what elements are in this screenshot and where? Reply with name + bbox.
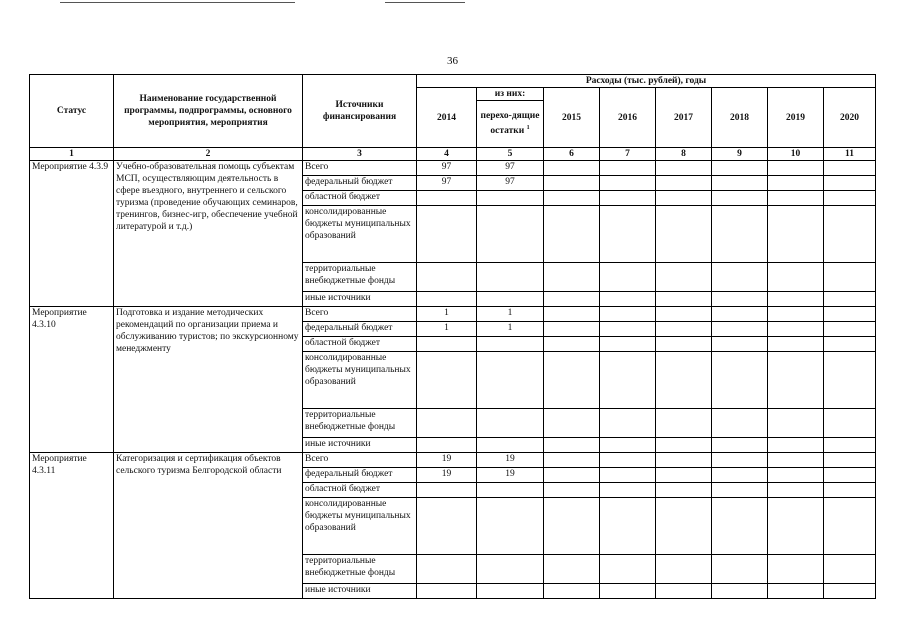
funding-source-label: консолидированные бюджеты муниципальных образований [303, 206, 417, 263]
value-cell [600, 498, 656, 555]
funding-source-label: иные источники [303, 584, 417, 599]
column-number-1: 1 [30, 148, 114, 161]
header-of-them: из них: [477, 88, 544, 101]
header-name: Наименование государственной программы, подпрограммы, основного мероприятия, мероприятия [114, 75, 303, 148]
value-cell [768, 555, 824, 584]
value-cell [768, 263, 824, 292]
value-cell [712, 307, 768, 322]
value-cell [712, 409, 768, 438]
value-cell [656, 453, 712, 468]
funding-source-label: территориальные внебюджетные фонды [303, 555, 417, 584]
funding-source-label: областной бюджет [303, 483, 417, 498]
value-cell [544, 176, 600, 191]
value-cell [600, 206, 656, 263]
value-cell [824, 292, 876, 307]
funding-source-label: федеральный бюджет [303, 322, 417, 337]
value-cell [768, 409, 824, 438]
value-cell: 97 [477, 161, 544, 176]
value-cell [600, 352, 656, 409]
value-cell [768, 191, 824, 206]
value-cell [544, 191, 600, 206]
value-cell [768, 176, 824, 191]
measures-body [30, 161, 876, 599]
value-cell [477, 409, 544, 438]
value-cell: 19 [417, 468, 477, 483]
value-cell [824, 453, 876, 468]
value-cell [656, 337, 712, 352]
value-cell [768, 292, 824, 307]
value-cell [712, 176, 768, 191]
measure-status: Мероприятие 4.3.10 [30, 307, 114, 453]
value-cell: 97 [417, 161, 477, 176]
value-cell [600, 161, 656, 176]
value-cell [712, 498, 768, 555]
value-cell [656, 555, 712, 584]
value-cell [544, 352, 600, 409]
value-cell [824, 409, 876, 438]
value-cell [417, 584, 477, 599]
value-cell: 97 [417, 176, 477, 191]
header-status: Статус [30, 75, 114, 148]
value-cell [417, 191, 477, 206]
measure-status: Мероприятие 4.3.9 [30, 161, 114, 307]
scan-edge-line-left [60, 2, 295, 3]
value-cell [768, 307, 824, 322]
column-number-9: 9 [712, 148, 768, 161]
value-cell [477, 337, 544, 352]
value-cell [824, 263, 876, 292]
value-cell [656, 307, 712, 322]
column-number-2: 2 [114, 148, 303, 161]
value-cell [477, 555, 544, 584]
value-cell [600, 292, 656, 307]
footnote-marker: 1 [526, 125, 530, 132]
value-cell [477, 263, 544, 292]
value-cell [824, 438, 876, 453]
value-cell [656, 352, 712, 409]
value-cell [417, 438, 477, 453]
value-cell [600, 176, 656, 191]
header-year-2020: 2020 [824, 88, 876, 148]
value-cell [824, 322, 876, 337]
funding-source-label: Всего [303, 307, 417, 322]
value-cell [544, 206, 600, 263]
value-cell [417, 498, 477, 555]
header-sources: Источники финансирования [303, 75, 417, 148]
value-cell [656, 161, 712, 176]
value-cell [768, 584, 824, 599]
value-cell [656, 322, 712, 337]
value-cell [417, 352, 477, 409]
value-cell [417, 292, 477, 307]
value-cell [824, 191, 876, 206]
value-cell [656, 191, 712, 206]
value-cell [544, 322, 600, 337]
column-number-7: 7 [600, 148, 656, 161]
value-cell [768, 206, 824, 263]
value-cell [600, 483, 656, 498]
value-cell [600, 409, 656, 438]
funding-source-label: консолидированные бюджеты муниципальных образований [303, 352, 417, 409]
value-cell [656, 468, 712, 483]
value-cell [824, 468, 876, 483]
column-number-row [30, 148, 876, 161]
table-row [30, 453, 876, 468]
funding-source-label: территориальные внебюджетные фонды [303, 409, 417, 438]
header-carryover: перехо-дящие остатки $^1$ [477, 101, 544, 148]
value-cell [824, 555, 876, 584]
value-cell [824, 307, 876, 322]
scan-edge-line-middle [385, 2, 465, 3]
header-expenses: Расходы (тыс. рублей), годы [417, 75, 876, 88]
value-cell: 1 [417, 307, 477, 322]
value-cell: 1 [417, 322, 477, 337]
value-cell [656, 438, 712, 453]
value-cell [824, 337, 876, 352]
value-cell [824, 206, 876, 263]
value-cell [824, 498, 876, 555]
value-cell [712, 352, 768, 409]
value-cell [768, 322, 824, 337]
value-cell [544, 409, 600, 438]
value-cell: 1 [477, 322, 544, 337]
value-cell [477, 206, 544, 263]
value-cell: 19 [417, 453, 477, 468]
value-cell [712, 263, 768, 292]
table-row [30, 307, 876, 322]
value-cell [544, 483, 600, 498]
measure-name: Учебно-образовательная помощь субъектам МСП, осуществляющим деятельность в сфере въездного, внутреннего и сельского туризма (проведение обучающих семинаров, тренингов, бизнес-игр, обеспечение учебной литературой и т.д.) [114, 161, 303, 307]
header-year-2015: 2015 [544, 88, 600, 148]
value-cell [712, 584, 768, 599]
value-cell [477, 584, 544, 599]
header-year-2017: 2017 [656, 88, 712, 148]
value-cell [477, 292, 544, 307]
value-cell [768, 438, 824, 453]
column-number-6: 6 [544, 148, 600, 161]
funding-source-label: федеральный бюджет [303, 176, 417, 191]
column-number-3: 3 [303, 148, 417, 161]
value-cell [544, 584, 600, 599]
value-cell [600, 263, 656, 292]
value-cell [824, 161, 876, 176]
column-number-11: 11 [824, 148, 876, 161]
value-cell [477, 352, 544, 409]
value-cell [417, 483, 477, 498]
value-cell [600, 453, 656, 468]
funding-source-label: областной бюджет [303, 337, 417, 352]
value-cell [477, 498, 544, 555]
value-cell [656, 584, 712, 599]
value-cell [712, 292, 768, 307]
value-cell [544, 292, 600, 307]
value-cell: 1 [477, 307, 544, 322]
value-cell [600, 337, 656, 352]
value-cell [768, 337, 824, 352]
value-cell [417, 206, 477, 263]
funding-source-label: иные источники [303, 292, 417, 307]
value-cell [600, 468, 656, 483]
value-cell [712, 161, 768, 176]
value-cell [600, 322, 656, 337]
value-cell [712, 483, 768, 498]
value-cell [712, 453, 768, 468]
value-cell: 97 [477, 176, 544, 191]
value-cell [544, 498, 600, 555]
value-cell [544, 263, 600, 292]
value-cell [477, 438, 544, 453]
table-row [30, 161, 876, 176]
value-cell [656, 206, 712, 263]
page-number: 36 [447, 55, 458, 67]
budget-table [29, 74, 876, 599]
value-cell [417, 263, 477, 292]
value-cell [600, 584, 656, 599]
column-number-4: 4 [417, 148, 477, 161]
value-cell [600, 307, 656, 322]
funding-source-label: Всего [303, 161, 417, 176]
funding-source-label: Всего [303, 453, 417, 468]
value-cell [417, 409, 477, 438]
header-year-2019: 2019 [768, 88, 824, 148]
value-cell [417, 337, 477, 352]
value-cell [824, 483, 876, 498]
measure-name: Подготовка и издание методических рекомендаций по организации приема и обслуживанию туристов; по экскурсионному менеджменту [114, 307, 303, 453]
value-cell [712, 438, 768, 453]
value-cell [768, 453, 824, 468]
value-cell [656, 263, 712, 292]
value-cell [544, 337, 600, 352]
value-cell [712, 337, 768, 352]
value-cell [824, 176, 876, 191]
value-cell [712, 206, 768, 263]
value-cell [544, 453, 600, 468]
header-year-2018: 2018 [712, 88, 768, 148]
funding-source-label: территориальные внебюджетные фонды [303, 263, 417, 292]
value-cell [768, 468, 824, 483]
value-cell [712, 468, 768, 483]
value-cell [656, 409, 712, 438]
column-number-8: 8 [656, 148, 712, 161]
value-cell [477, 483, 544, 498]
funding-source-label: федеральный бюджет [303, 468, 417, 483]
value-cell [768, 161, 824, 176]
value-cell [544, 161, 600, 176]
value-cell [768, 483, 824, 498]
value-cell: 19 [477, 453, 544, 468]
measure-status: Мероприятие 4.3.11 [30, 453, 114, 599]
funding-source-label: областной бюджет [303, 191, 417, 206]
value-cell [656, 176, 712, 191]
funding-source-label: консолидированные бюджеты муниципальных образований [303, 498, 417, 555]
value-cell [544, 468, 600, 483]
value-cell [768, 352, 824, 409]
value-cell [600, 191, 656, 206]
value-cell [824, 584, 876, 599]
funding-source-label: иные источники [303, 438, 417, 453]
column-number-10: 10 [768, 148, 824, 161]
value-cell [417, 555, 477, 584]
value-cell [544, 307, 600, 322]
value-cell [656, 498, 712, 555]
value-cell [712, 322, 768, 337]
value-cell [600, 438, 656, 453]
value-cell [477, 191, 544, 206]
value-cell [656, 483, 712, 498]
measure-name: Категоризация и сертификация объектов сельского туризма Белгородской области [114, 453, 303, 599]
value-cell [544, 555, 600, 584]
column-number-5: 5 [477, 148, 544, 161]
header-year-2016: 2016 [600, 88, 656, 148]
value-cell: 19 [477, 468, 544, 483]
value-cell [768, 498, 824, 555]
value-cell [656, 292, 712, 307]
value-cell [600, 555, 656, 584]
value-cell [544, 438, 600, 453]
header-year-2014: 2014 [417, 88, 477, 148]
value-cell [712, 555, 768, 584]
value-cell [712, 191, 768, 206]
value-cell [824, 352, 876, 409]
